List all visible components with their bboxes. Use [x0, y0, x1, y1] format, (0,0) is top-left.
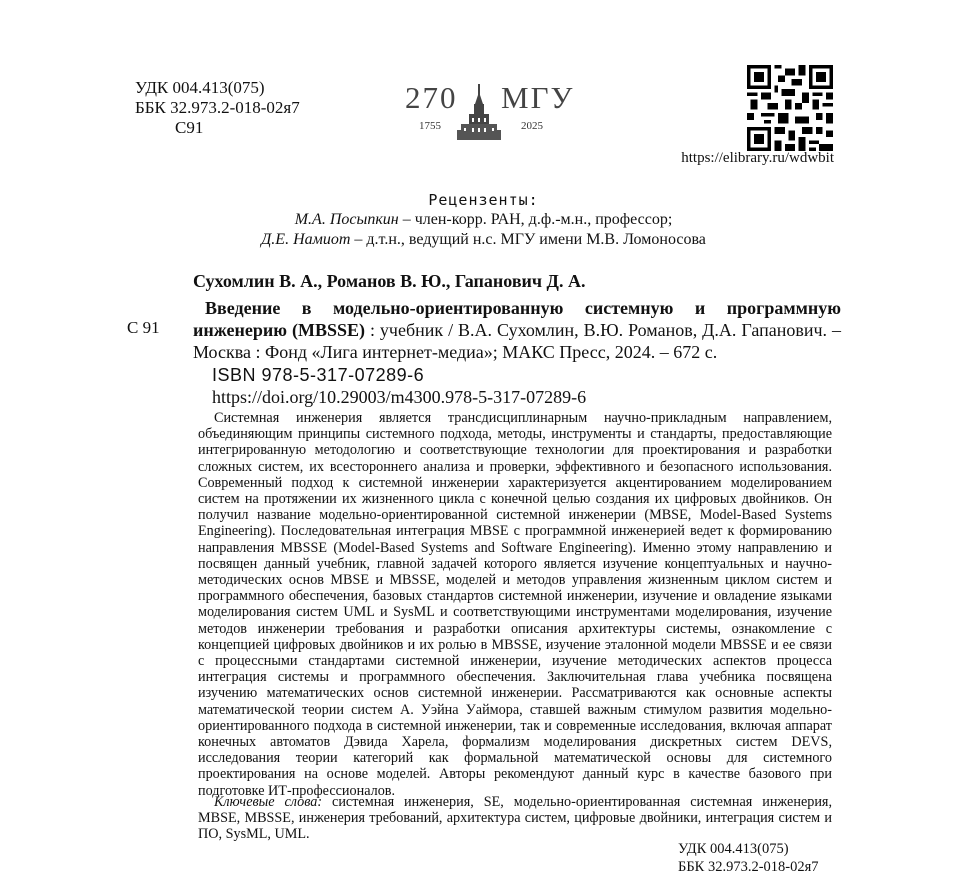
bbk-code: ББК 32.973.2-018-02я7	[135, 98, 300, 117]
footer-classification	[678, 840, 819, 876]
reviewer-name: М.А. Посыпкин	[294, 211, 399, 228]
qr-code-icon[interactable]	[747, 65, 833, 151]
reviewers-block	[0, 190, 967, 250]
logo-year-start: 1755	[419, 120, 441, 132]
reviewer-line	[0, 230, 967, 250]
keywords-block	[198, 794, 832, 843]
book-imprint: : учебник / В.А. Сухомлин, В.Ю. Романов, Д.А. Гапанович. – Москва : Фонд «Лига интернет-медиа»; МАКС Пресс, 2024. – 672 с.	[193, 320, 841, 362]
book-title: Введение в модельно-ориентированную системную и программную инженерию (MBSSE)	[193, 298, 841, 340]
logo-number: 270	[405, 80, 458, 115]
footer-udk: УДК 004.413(075)	[678, 841, 789, 857]
abstract-text: Системная инженерия является трансдисциплинарным научно-прикладным направлением, объединяющим принципы системного подхода, методы, инструменты и стандарты, предоставляющие интегрированную методологию и соответствующие технологии для проектирования и разработки сложных систем, их всестороннего анализа и проверки, эффективного и безопасного использования. Современный подход к системной инженерии характеризуется акцентированием моделированием систем на протяжении их жизненного цикла с конечной целью создания их цифровых двойников. Он получил название модельно-ориентированной системной инженерии (MBSE, Model-Based Systems Engineering). Последовательная интеграция MBSE с программной инженерией ведет к формированию направления MBSSE (Model-Based Systems and Software Engineering). Именно этому направлению и посвящен данный учебник, главной задачей которого является изучение концептуальных и научно-методических основ MBSE и MBSSE, моделей и методов управления жизненным циклом систем и программного обеспечения, базовых стандартов системной инженерии, изучение и овладение языками моделирования систем UML и SysML и соответствующими инструментами моделирования, изучение методов инженерии требования и разработки описания архитектуры системы, ознакомление с концепцией цифровых двойников и их ролью в MBSSE, изучение эталонной модели MBSSE и ее связи с процессными стандартами системной инженерии, изучение методических аспектов процесса интеграция системы и программного обеспечения. Заключительная глава учебника посвящена изучению математических основ системной инженерии. Рассматриваются как основные аспекты математической теории систем А. Уэйна Уаймора, ставшей важным стимулом развития модельно-ориентированного подхода в системной инженерии, так и современные исследования, включая аппарат конечных автоматов Дэвида Харела, формализм моделирования дискретных систем DEVS, исследования теории категорий как формальной математической основы для системного проектирования на основе моделей. Авторы рекомендуют данный курс в качестве базового при подготовке ИТ-профессионалов.	[198, 410, 832, 799]
logo-year-end: 2025	[521, 120, 543, 132]
logo-name: МГУ	[501, 80, 575, 115]
keywords-label: Ключевые слова:	[214, 794, 323, 810]
cutter-index: С 91	[127, 318, 160, 337]
reviewers-title: Рецензенты:	[428, 191, 539, 209]
reviewer-line	[0, 210, 967, 230]
keywords-text: системная инженерия, SE, модельно-ориентированная системная инженерия, MBSE, MBSSE, инженерия требований, архитектура систем, цифровые двойники, интеграция систем и ПО, SysML, UML.	[198, 794, 832, 843]
footer-bbk: ББК 32.973.2-018-02я7	[678, 859, 819, 875]
isbn: ISBN 978-5-317-07289-6	[212, 365, 425, 385]
classification-block	[135, 78, 300, 138]
bibliographic-record	[193, 297, 841, 363]
doi-link[interactable]: https://doi.org/10.29003/m4300.978-5-317-07289-6	[212, 387, 587, 407]
reviewer-info: – член-корр. РАН, д.ф.-м.н., профессор;	[398, 211, 673, 228]
msu-270-logo	[405, 80, 573, 142]
cutter-code: С91	[175, 118, 204, 137]
reviewer-info: – д.т.н., ведущий н.с. МГУ имени М.В. Ломоносова	[350, 231, 706, 248]
qr-url-link[interactable]: https://elibrary.ru/wdwbit	[681, 150, 834, 166]
udk-code: УДК 004.413(075)	[135, 78, 265, 97]
reviewer-name: Д.Е. Намиот	[261, 231, 351, 248]
book-authors: Сухомлин В. А., Романов В. Ю., Гапанович Д. А.	[193, 271, 586, 291]
msu-building-icon	[457, 84, 501, 140]
